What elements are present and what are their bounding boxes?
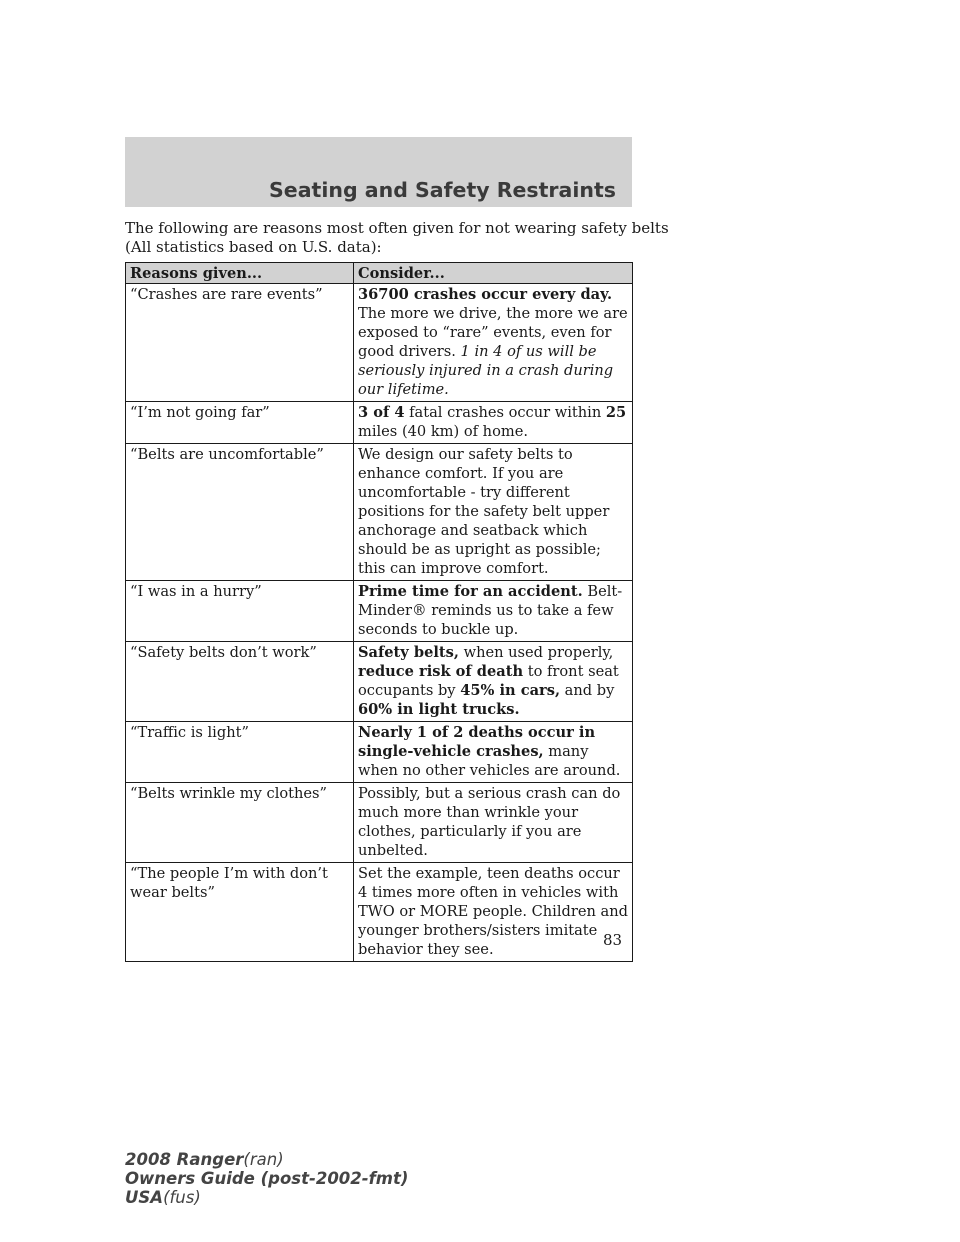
emphasis-text: 45% in cars, xyxy=(460,682,561,699)
reason-cell: “I’m not going far” xyxy=(126,402,354,444)
reasons-table xyxy=(125,262,633,962)
table-row xyxy=(126,863,633,962)
body-text: and by xyxy=(564,682,615,699)
table-row xyxy=(126,581,633,642)
body-text: fatal crashes occur within xyxy=(409,404,602,421)
document-footer xyxy=(125,1150,408,1207)
footer-guide: Owners Guide (post-2002-fmt) xyxy=(125,1169,409,1188)
emphasis-text: reduce risk of death xyxy=(358,663,524,680)
section-header-band xyxy=(125,137,632,207)
table-header-row xyxy=(126,263,633,284)
consider-cell xyxy=(354,444,633,581)
table-row xyxy=(126,402,633,444)
reason-cell: “Traffic is light” xyxy=(126,722,354,783)
header-reasons: Reasons given... xyxy=(126,263,354,284)
body-text: many when no other vehicles are around. xyxy=(358,743,621,779)
section-title: Seating and Safety Restraints xyxy=(269,178,616,202)
consider-cell xyxy=(354,863,633,962)
consider-cell xyxy=(354,722,633,783)
emphasis-text: Safety belts, xyxy=(358,644,459,661)
table-body xyxy=(126,284,633,962)
emphasis-text: Prime time for an accident. xyxy=(358,583,583,600)
body-text: The more we drive, the more we are exposed to “rare” events, even for good drivers. xyxy=(358,305,628,360)
body-text: reminds us to take a few seconds to buckle up. xyxy=(358,602,614,638)
reason-cell: “Belts are uncomfortable” xyxy=(126,444,354,581)
footer-line-1 xyxy=(125,1150,408,1169)
consider-cell xyxy=(354,284,633,402)
footer-market-code: (fus) xyxy=(163,1188,201,1207)
table-row xyxy=(126,444,633,581)
body-text: Possibly, but a serious crash can do much more than wrinkle your clothes, particularly if you are unbelted. xyxy=(358,785,621,859)
table-row xyxy=(126,722,633,783)
consider-cell xyxy=(354,581,633,642)
consider-cell xyxy=(354,402,633,444)
body-text: Belt-Minder® xyxy=(358,583,623,619)
footer-model: 2008 Ranger xyxy=(125,1150,244,1169)
footer-line-2 xyxy=(125,1169,408,1188)
footer-market: USA xyxy=(125,1188,164,1207)
italic-text: 1 in 4 of us will be seriously injured in a crash during our lifetime. xyxy=(358,343,614,398)
page-number: 83 xyxy=(603,931,623,949)
table-row xyxy=(126,642,633,722)
intro-paragraph xyxy=(125,219,669,257)
body-text: when used properly, xyxy=(463,644,614,661)
intro-line-1: The following are reasons most often given for not wearing safety belts xyxy=(125,219,669,237)
header-consider: Consider... xyxy=(354,263,633,284)
reason-cell: “The people I’m with don’t wear belts” xyxy=(126,863,354,962)
emphasis-text: 25 xyxy=(605,404,627,421)
body-text: Set the example, teen deaths occur 4 times more often in vehicles with TWO or MORE people. Children and younger brothers/sisters imitate behavior they see. xyxy=(358,865,628,958)
body-text: to front seat occupants by xyxy=(358,663,619,699)
footer-model-code: (ran) xyxy=(243,1150,284,1169)
table-row xyxy=(126,783,633,863)
emphasis-text: 60% in light trucks. xyxy=(358,701,520,718)
intro-line-2: (All statistics based on U.S. data): xyxy=(125,238,382,256)
reason-cell: “Crashes are rare events” xyxy=(126,284,354,402)
body-text: We design our safety belts to enhance comfort. If you are uncomfortable - try different positions for the safety belt upper anchorage and seatback which should be as upright as possible; this can improve comfort. xyxy=(358,446,610,577)
emphasis-text: 36700 crashes occur every day. xyxy=(358,286,613,303)
reason-cell: “Safety belts don’t work” xyxy=(126,642,354,722)
footer-line-3 xyxy=(125,1188,408,1207)
emphasis-text: 3 of 4 xyxy=(358,404,405,421)
body-text: miles (40 km) of home. xyxy=(358,423,528,440)
consider-cell xyxy=(354,642,633,722)
reason-cell: “Belts wrinkle my clothes” xyxy=(126,783,354,863)
reason-cell: “I was in a hurry” xyxy=(126,581,354,642)
emphasis-text: Nearly 1 of 2 deaths occur in single-vehicle crashes, xyxy=(358,724,596,760)
table-row xyxy=(126,284,633,402)
consider-cell xyxy=(354,783,633,863)
